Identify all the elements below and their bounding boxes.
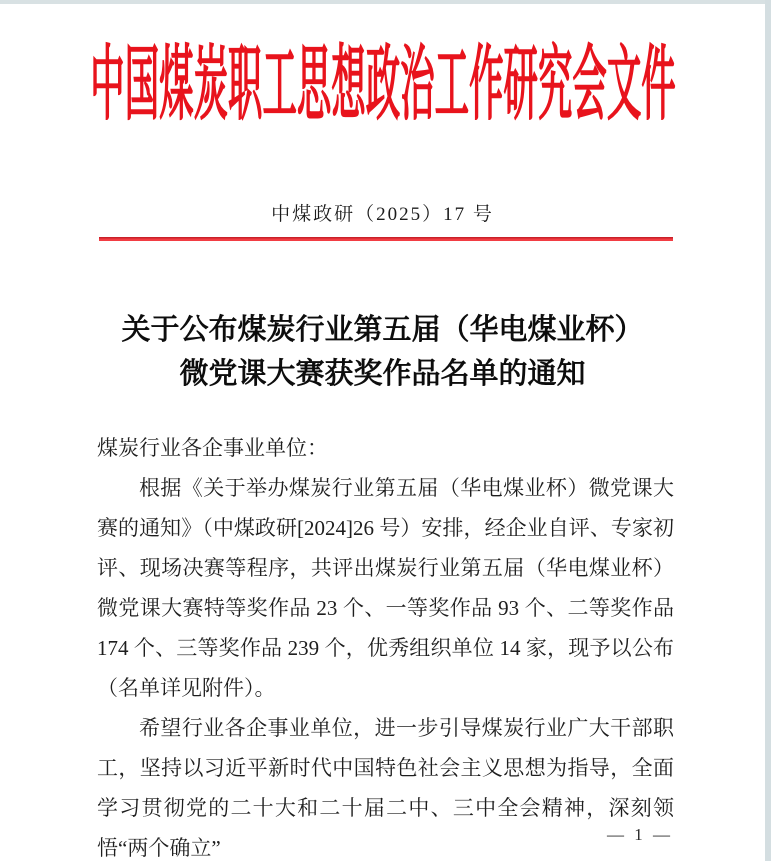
body-paragraph-1: 根据《关于举办煤炭行业第五届（华电煤业杯）微党课大赛的通知》（中煤政研[2024]26 号）安排，经企业自评、专家初评、现场决赛等程序，共评出煤炭行业第五届（华电煤业杯）微党课大赛特等奖作品 23 个、一等奖作品 93 个、二等奖作品 174 个、三等奖作品 239 个，优秀组织单位 14 家，现予以公布（名单详见附件）。: [97, 476, 674, 700]
document-title-line1: 关于公布煤炭行业第五届（华电煤业杯）: [121, 314, 644, 346]
document-number: 中煤政研（2025）17 号: [271, 204, 494, 225]
page-edge-top: [0, 0, 771, 4]
document-title-line2: 微党课大赛获奖作品名单的通知: [179, 358, 586, 390]
letterhead-title: 中国煤炭职工思想政治工作研究会文件: [89, 39, 676, 130]
body-paragraph-2: 希望行业各企事业单位，进一步引导煤炭行业广大干部职工，坚持以习近平新时代中国特色社会主义思想为指导，全面学习贯彻党的二十大和二十届二中、三中全会精神，深刻领悟“两个确立”: [97, 716, 674, 860]
page-edge-right: [765, 0, 771, 861]
salutation: 煤炭行业各企事业单位：: [97, 436, 328, 460]
page-number: — 1 —: [607, 825, 673, 844]
letterhead: [0, 39, 765, 130]
document-body: [97, 428, 674, 861]
document-title: [0, 308, 765, 396]
red-divider-line: [99, 237, 673, 241]
